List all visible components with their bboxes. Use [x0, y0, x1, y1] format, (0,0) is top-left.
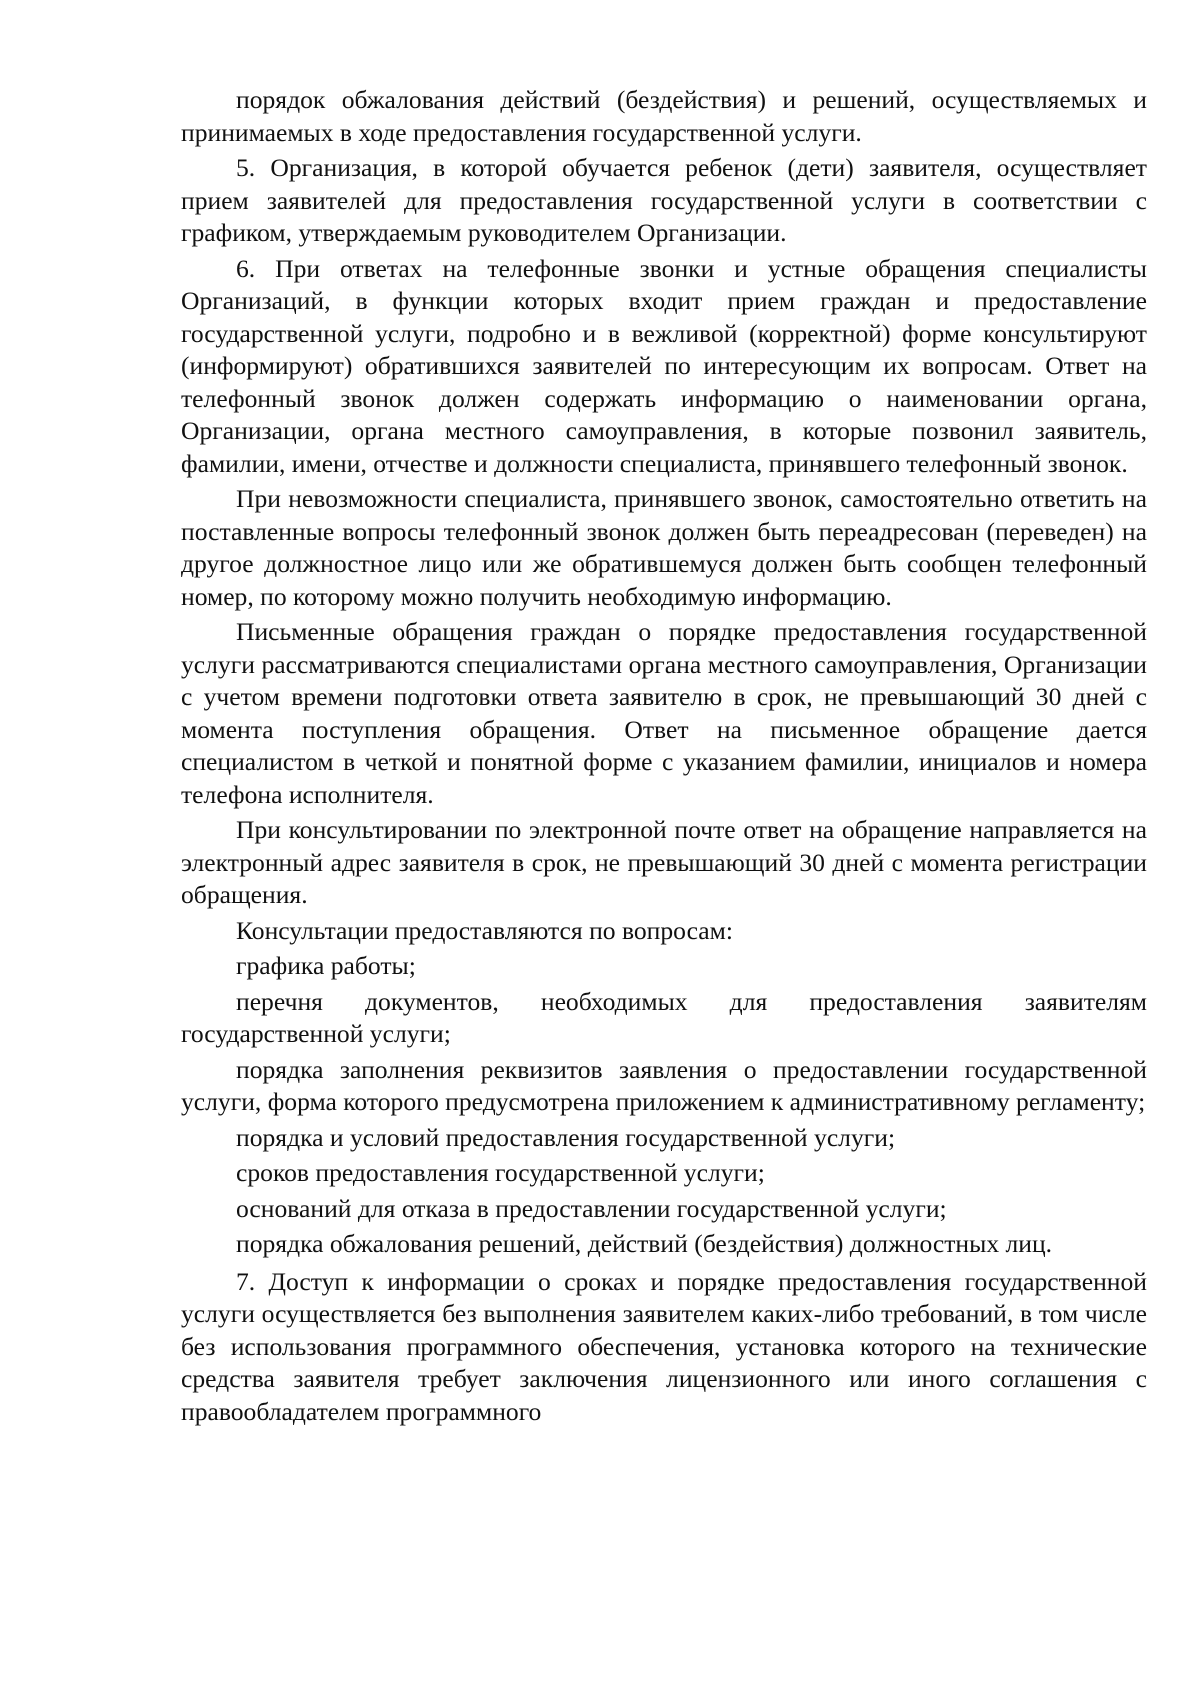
- list-item-form-filling: порядка заполнения реквизитов заявления о предоставлении государственной услуги, форма которого предусмотрена приложением к административному регламенту;: [181, 1054, 1147, 1116]
- list-item-documents: перечня документов, необходимых для предоставления заявителям государственной услуги;: [181, 986, 1147, 1048]
- paragraph-consultation-topics: Консультации предоставляются по вопросам:: [236, 915, 733, 945]
- paragraph-email-consulting: При консультировании по электронной почте ответ на обращение направляется на электронный адрес заявителя в срок, не превышающий 30 дней с момента регистрации обращения.: [181, 815, 1147, 909]
- paragraph-redirect-call: При невозможности специалиста, принявшего звонок, самостоятельно ответить на поставленные вопросы телефонный звонок должен быть переадресован (переведен) на другое должностное лицо или же обратившемуся должен быть сообщен телефонный номер, по которому можно получить необходимую информацию.: [181, 484, 1147, 611]
- list-item-refusal-grounds: оснований для отказа в предоставлении государственной услуги;: [236, 1193, 947, 1223]
- paragraph-5: 5. Организация, в которой обучается ребенок (дети) заявителя, осуществляет прием заявителей для предоставления государственной услуги в соответствии с графиком, утверждаемым руководителем Организации.: [181, 153, 1147, 247]
- document-body: [181, 84, 1147, 1428]
- list-item-terms: сроков предоставления государственной услуги;: [236, 1158, 765, 1187]
- paragraph-6: 6. При ответах на телефонные звонки и устные обращения специалисты Организаций, в функции которых входит прием граждан и предоставление государственной услуги, подробно и в вежливой (корректной) форме консультируют (информируют) обратившихся заявителей по интересующим их вопросам. Ответ на телефонный звонок должен содержать информацию о наименовании органа, Организации, органа местного самоуправления, в которые позвонил заявитель, фамилии, имени, отчестве и должности специалиста, принявшего телефонный звонок.: [181, 253, 1147, 478]
- paragraph-appeal-procedure: порядок обжалования действий (бездействия) и решений, осуществляемых и принимаемых в ходе предоставления государственной услуги.: [181, 85, 1147, 147]
- paragraph-7: 7. Доступ к информации о сроках и порядке предоставления государственной услуги осуществляется без выполнения заявителем каких-либо требований, в том числе без использования программного обеспечения, установка которого на технические средства заявителя требует заключения лицензионного или иного соглашения с правообладателем программного: [181, 1266, 1147, 1426]
- list-item-conditions: порядка и условий предоставления государственной услуги;: [236, 1122, 896, 1152]
- list-item-work-schedule: графика работы;: [236, 951, 416, 980]
- list-item-appeal-decisions: порядка обжалования решений, действий (бездействия) должностных лиц.: [236, 1229, 1053, 1258]
- paragraph-written-appeals: Письменные обращения граждан о порядке предоставления государственной услуги рассматриваются специалистами органа местного самоуправления, Организации с учетом времени подготовки ответа заявителю в срок, не превышающий 30 дней с момента поступления обращения. Ответ на письменное обращение дается специалистом в четкой и понятной форме с указанием фамилии, инициалов и номера телефона исполнителя.: [181, 617, 1147, 809]
